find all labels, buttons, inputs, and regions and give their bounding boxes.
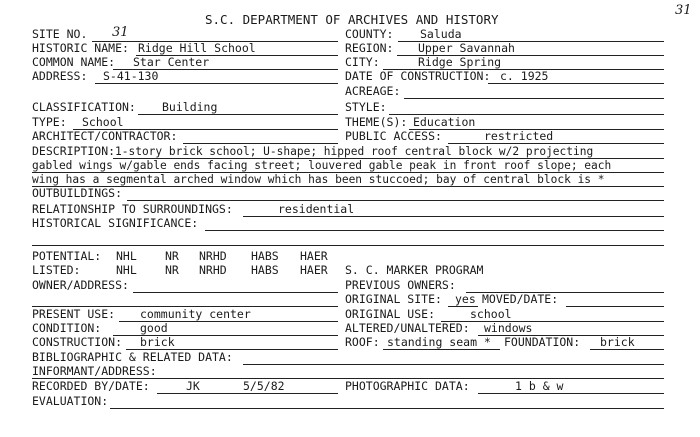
original-site-label: ORIGINAL SITE:: [345, 292, 442, 306]
roof-label: ROOF:: [345, 335, 380, 349]
historical-significance-line: [205, 230, 664, 231]
common-name-label: COMMON NAME:: [32, 55, 116, 69]
condition-value: good: [140, 321, 168, 335]
outbuildings-label: OUTBUILDINGS:: [32, 186, 123, 200]
site-no-label: SITE NO.: [32, 27, 88, 41]
description-label: DESCRIPTION:: [32, 144, 116, 158]
date-construction-line: [488, 83, 664, 84]
roof-value: standing seam *: [387, 335, 491, 349]
relationship-value: residential: [278, 202, 355, 216]
architect-label: ARCHITECT/CONTRACTOR:: [32, 129, 178, 143]
description-line-2: gabled wings w/gable ends facing street; louvered gable peak in front roof slope; each: [32, 159, 612, 172]
potential-label: POTENTIAL:: [32, 249, 102, 263]
evaluation-line: [110, 408, 664, 409]
listed-haer: HAER: [300, 263, 328, 277]
outbuildings-line: [127, 200, 664, 201]
listed-label: LISTED:: [32, 263, 81, 277]
previous-owners-label: PREVIOUS OWNERS:: [345, 278, 456, 292]
original-site-value: yes: [455, 292, 476, 306]
listed-nhl: NHL: [116, 263, 137, 277]
address-label: ADDRESS:: [32, 69, 88, 83]
architect-line: [183, 143, 338, 144]
description-line-1: 1-story brick school; U-shape; hipped roof central block w/2 projecting: [115, 145, 594, 158]
relationship-label: RELATIONSHIP TO SURROUNDINGS:: [32, 202, 233, 216]
common-name-value: Star Center: [133, 55, 210, 69]
description-line-3: wing has a segmental arched window which has been stuccoed; bay of central block is *: [32, 173, 605, 186]
public-access-line: [448, 143, 664, 144]
moved-date-line: [566, 306, 664, 307]
acreage-line: [404, 98, 664, 99]
original-use-value: school: [470, 307, 512, 321]
county-label: COUNTY:: [345, 27, 394, 41]
potential-habs: HABS: [251, 249, 279, 263]
date-construction-value: c. 1925: [500, 69, 549, 83]
corner-number: 31: [675, 3, 692, 18]
form-title: S.C. DEPARTMENT OF ARCHIVES AND HISTORY: [205, 12, 499, 27]
classification-label: CLASSIFICATION:: [32, 100, 136, 114]
marker-program: S. C. MARKER PROGRAM: [345, 263, 484, 277]
listed-habs: HABS: [251, 263, 279, 277]
type-value: School: [82, 115, 124, 129]
recorded-line: [157, 393, 338, 394]
public-access-value: restricted: [484, 129, 554, 143]
city-label: CITY:: [345, 55, 380, 69]
relationship-line: [243, 216, 664, 217]
description-rule-3: [32, 186, 664, 187]
historic-name-value: Ridge Hill School: [138, 41, 256, 55]
owner-address-label: OWNER/ADDRESS:: [32, 278, 129, 292]
potential-nhl: NHL: [116, 249, 137, 263]
foundation-label: FOUNDATION:: [504, 335, 581, 349]
potential-nrhd: NRHD: [199, 249, 227, 263]
construction-value: brick: [140, 335, 175, 349]
date-construction-label: DATE OF CONSTRUCTION:: [345, 69, 491, 83]
listed-nr: NR: [165, 263, 179, 277]
original-use-line: [441, 321, 664, 322]
county-value: Saluda: [420, 27, 462, 41]
region-label: REGION:: [345, 41, 394, 55]
potential-haer: HAER: [300, 249, 328, 263]
bibliographic-line: [243, 364, 664, 365]
photographic-line: [478, 393, 664, 394]
potential-nr: NR: [165, 249, 179, 263]
historical-significance-line-2: [32, 245, 664, 246]
roof-line: [383, 349, 500, 350]
recorded-by: JK: [186, 379, 200, 393]
recorded-date: 5/5/82: [243, 379, 285, 393]
theme-value: Education: [413, 115, 476, 129]
theme-label: THEME(S):: [345, 115, 408, 129]
moved-date-label: MOVED/DATE:: [482, 292, 559, 306]
altered-label: ALTERED/UNALTERED:: [345, 321, 470, 335]
style-label: STYLE:: [345, 100, 387, 114]
acreage-label: ACREAGE:: [345, 84, 401, 98]
classification-line: [138, 114, 338, 115]
historic-name-label: HISTORIC NAME:: [32, 41, 129, 55]
construction-label: CONSTRUCTION:: [32, 335, 123, 349]
evaluation-label: EVALUATION:: [32, 394, 109, 408]
foundation-value: brick: [600, 335, 635, 349]
present-use-label: PRESENT USE:: [32, 307, 116, 321]
classification-value: Building: [162, 100, 218, 114]
present-use-value: community center: [140, 307, 251, 321]
original-use-label: ORIGINAL USE:: [345, 307, 436, 321]
historical-significance-label: HISTORICAL SIGNIFICANCE:: [32, 216, 199, 230]
address-value: S-41-130: [103, 69, 159, 83]
site-no-value: 31: [112, 25, 129, 40]
photographic-value: 1 b & w: [515, 379, 564, 393]
recorded-label: RECORDED BY/DATE:: [32, 379, 150, 393]
city-value: Ridge Spring: [418, 55, 502, 69]
owner-address-line: [133, 292, 338, 293]
public-access-label: PUBLIC ACCESS:: [345, 129, 442, 143]
foundation-line: [590, 349, 664, 350]
region-value: Upper Savannah: [418, 41, 515, 55]
listed-nrhd: NRHD: [199, 263, 227, 277]
altered-value: windows: [484, 321, 533, 335]
photographic-label: PHOTOGRAPHIC DATA:: [345, 379, 470, 393]
condition-label: CONDITION:: [32, 321, 102, 335]
bibliographic-label: BIBLIOGRAPHIC & RELATED DATA:: [32, 350, 233, 364]
type-label: TYPE:: [32, 115, 67, 129]
address-line: [95, 83, 338, 84]
informant-label: INFORMANT/ADDRESS:: [32, 364, 157, 378]
